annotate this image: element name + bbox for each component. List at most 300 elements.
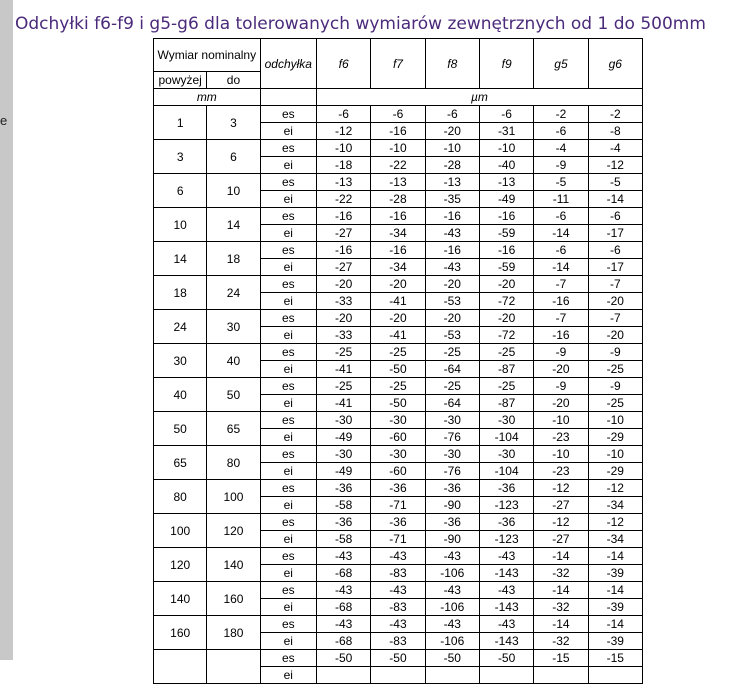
- ei-value-cell: -64: [425, 395, 479, 412]
- es-value-cell: -14: [534, 582, 588, 599]
- ei-value-cell: -17: [588, 259, 642, 276]
- es-value-cell: -43: [371, 548, 425, 565]
- ei-value-cell: -83: [371, 633, 425, 650]
- size-above-cell: 18: [154, 276, 207, 310]
- deviation-label-es: es: [260, 310, 316, 327]
- ei-value-cell: -53: [425, 293, 479, 310]
- es-value-cell: -36: [425, 514, 479, 531]
- es-value-cell: -43: [425, 548, 479, 565]
- left-sidebar-strip: [0, 0, 13, 660]
- ei-value-cell: -58: [316, 497, 370, 514]
- table-row: [154, 344, 643, 361]
- es-value-cell: -13: [425, 174, 479, 191]
- ei-value-cell: -83: [371, 599, 425, 616]
- es-value-cell: -43: [479, 548, 533, 565]
- table-row: [154, 446, 643, 463]
- es-value-cell: -50: [316, 650, 370, 667]
- es-value-cell: -13: [371, 174, 425, 191]
- ei-value-cell: -71: [371, 531, 425, 548]
- tolerance-table-container: [153, 38, 643, 684]
- tolerance-header-g5: g5: [534, 39, 588, 89]
- es-value-cell: -6: [316, 106, 370, 123]
- es-value-cell: -25: [371, 344, 425, 361]
- deviation-label-es: es: [260, 582, 316, 599]
- size-upto-cell: [207, 650, 260, 684]
- ei-value-cell: -28: [425, 157, 479, 174]
- size-upto-cell: 30: [207, 310, 260, 344]
- tolerance-header-f8: f8: [425, 39, 479, 89]
- ei-value-cell: -41: [316, 361, 370, 378]
- es-value-cell: -6: [371, 106, 425, 123]
- deviation-label-es: es: [260, 446, 316, 463]
- deviation-label-es: es: [260, 174, 316, 191]
- size-upto-cell: 40: [207, 344, 260, 378]
- size-upto-cell: 180: [207, 616, 260, 650]
- ei-value-cell: -43: [425, 225, 479, 242]
- ei-value-cell: -87: [479, 361, 533, 378]
- ei-value-cell: -29: [588, 463, 642, 480]
- ei-value-cell: -33: [316, 293, 370, 310]
- ei-value-cell: -68: [316, 565, 370, 582]
- es-value-cell: -7: [534, 276, 588, 293]
- table-row: [154, 106, 643, 123]
- es-value-cell: -10: [371, 140, 425, 157]
- size-upto-cell: 10: [207, 174, 260, 208]
- ei-value-cell: -39: [588, 565, 642, 582]
- es-value-cell: -20: [479, 276, 533, 293]
- es-value-cell: -43: [316, 616, 370, 633]
- tolerance-table-body: [154, 106, 643, 684]
- deviation-label-ei: ei: [260, 361, 316, 378]
- es-value-cell: -14: [588, 616, 642, 633]
- es-value-cell: -30: [316, 412, 370, 429]
- ei-value-cell: -29: [588, 429, 642, 446]
- ei-value-cell: -60: [371, 463, 425, 480]
- ei-value-cell: -20: [588, 293, 642, 310]
- es-value-cell: -25: [479, 344, 533, 361]
- es-value-cell: -10: [479, 140, 533, 157]
- ei-value-cell: -27: [534, 531, 588, 548]
- ei-value-cell: -49: [316, 429, 370, 446]
- es-value-cell: -20: [316, 310, 370, 327]
- es-value-cell: -2: [588, 106, 642, 123]
- ei-value-cell: -106: [425, 565, 479, 582]
- ei-value-cell: -9: [534, 157, 588, 174]
- es-value-cell: -43: [316, 548, 370, 565]
- ei-value-cell: -31: [479, 123, 533, 140]
- es-value-cell: -10: [425, 140, 479, 157]
- size-above-cell: 65: [154, 446, 207, 480]
- ei-value-cell: -41: [371, 327, 425, 344]
- es-value-cell: -9: [534, 378, 588, 395]
- ei-value-cell: -34: [371, 259, 425, 276]
- size-above-cell: 80: [154, 480, 207, 514]
- es-value-cell: -20: [479, 310, 533, 327]
- deviation-unit-header: µm: [316, 89, 642, 106]
- page-title: Odchyłki f6-f9 i g5-g6 dla tolerowanych wymiarów zewnętrznych od 1 do 500mm: [15, 14, 706, 34]
- deviation-label-ei: ei: [260, 599, 316, 616]
- es-value-cell: -4: [588, 140, 642, 157]
- size-above-cell: 10: [154, 208, 207, 242]
- es-value-cell: -13: [479, 174, 533, 191]
- es-value-cell: -14: [588, 548, 642, 565]
- deviation-label-ei: ei: [260, 157, 316, 174]
- es-value-cell: -14: [534, 616, 588, 633]
- deviation-label-es: es: [260, 140, 316, 157]
- deviation-label-ei: ei: [260, 293, 316, 310]
- es-value-cell: -25: [316, 378, 370, 395]
- ei-value-cell: -50: [371, 361, 425, 378]
- size-upto-cell: 160: [207, 582, 260, 616]
- es-value-cell: -7: [534, 310, 588, 327]
- es-value-cell: -36: [479, 480, 533, 497]
- es-value-cell: -20: [425, 310, 479, 327]
- es-value-cell: -13: [316, 174, 370, 191]
- ei-value-cell: -58: [316, 531, 370, 548]
- ei-value-cell: -41: [316, 395, 370, 412]
- ei-value-cell: -68: [316, 599, 370, 616]
- ei-value-cell: -68: [316, 633, 370, 650]
- ei-value-cell: -23: [534, 429, 588, 446]
- es-value-cell: -6: [479, 106, 533, 123]
- deviation-label-ei: ei: [260, 191, 316, 208]
- ei-value-cell: -33: [316, 327, 370, 344]
- deviation-label-ei: ei: [260, 123, 316, 140]
- deviation-label-es: es: [260, 344, 316, 361]
- tolerance-header-f6: f6: [316, 39, 370, 89]
- size-upto-cell: 18: [207, 242, 260, 276]
- ei-value-cell: -59: [479, 259, 533, 276]
- ei-value-cell: -25: [588, 361, 642, 378]
- es-value-cell: -50: [479, 650, 533, 667]
- deviation-header: odchyłka: [260, 39, 316, 89]
- es-value-cell: -16: [371, 208, 425, 225]
- es-value-cell: -16: [425, 242, 479, 259]
- es-value-cell: -20: [371, 276, 425, 293]
- tolerance-table: [153, 38, 643, 684]
- es-value-cell: -5: [534, 174, 588, 191]
- size-above-cell: 14: [154, 242, 207, 276]
- es-value-cell: -2: [534, 106, 588, 123]
- deviation-label-ei: ei: [260, 225, 316, 242]
- deviation-label-es: es: [260, 106, 316, 123]
- es-value-cell: -10: [588, 412, 642, 429]
- ei-value-cell: -16: [371, 123, 425, 140]
- size-above-cell: 3: [154, 140, 207, 174]
- size-upto-cell: 24: [207, 276, 260, 310]
- ei-value-cell: -17: [588, 225, 642, 242]
- es-value-cell: -16: [425, 208, 479, 225]
- ei-value-cell: -27: [316, 259, 370, 276]
- ei-value-cell: -18: [316, 157, 370, 174]
- size-above-cell: 140: [154, 582, 207, 616]
- size-above-cell: 100: [154, 514, 207, 548]
- size-upto-cell: 65: [207, 412, 260, 446]
- table-row: [154, 310, 643, 327]
- size-upto-cell: 80: [207, 446, 260, 480]
- es-value-cell: -30: [425, 412, 479, 429]
- ei-value-cell: -143: [479, 633, 533, 650]
- deviation-label-ei: ei: [260, 429, 316, 446]
- deviation-label-ei: ei: [260, 463, 316, 480]
- ei-value-cell: -143: [479, 599, 533, 616]
- size-upto-cell: 100: [207, 480, 260, 514]
- ei-value-cell: -49: [316, 463, 370, 480]
- es-value-cell: -20: [425, 276, 479, 293]
- ei-value-cell: -40: [479, 157, 533, 174]
- ei-value-cell: -20: [588, 327, 642, 344]
- ei-value-cell: -39: [588, 633, 642, 650]
- deviation-label-es: es: [260, 650, 316, 667]
- deviation-label-ei: ei: [260, 497, 316, 514]
- ei-value-cell: -35: [425, 191, 479, 208]
- size-above-cell: 24: [154, 310, 207, 344]
- ei-value-cell: -49: [479, 191, 533, 208]
- size-unit-header: mm: [154, 89, 261, 106]
- ei-value-cell: -6: [534, 123, 588, 140]
- deviation-label-es: es: [260, 276, 316, 293]
- deviation-label-es: es: [260, 514, 316, 531]
- ei-value-cell: -87: [479, 395, 533, 412]
- ei-value-cell: -20: [534, 395, 588, 412]
- ei-value-cell: -60: [371, 429, 425, 446]
- deviation-label-ei: ei: [260, 565, 316, 582]
- es-value-cell: -43: [479, 582, 533, 599]
- ei-value-cell: -34: [588, 531, 642, 548]
- ei-value-cell: -72: [479, 293, 533, 310]
- upto-header: do: [207, 72, 260, 89]
- es-value-cell: -36: [425, 480, 479, 497]
- es-value-cell: -43: [316, 582, 370, 599]
- deviation-label-ei: ei: [260, 327, 316, 344]
- ei-value-cell: -41: [371, 293, 425, 310]
- es-value-cell: -25: [479, 378, 533, 395]
- size-above-cell: 30: [154, 344, 207, 378]
- table-row: [154, 412, 643, 429]
- ei-value-cell: -34: [371, 225, 425, 242]
- table-row: [154, 174, 643, 191]
- size-upto-cell: 3: [207, 106, 260, 140]
- es-value-cell: -16: [479, 242, 533, 259]
- ei-value-cell: -16: [534, 293, 588, 310]
- es-value-cell: -25: [316, 344, 370, 361]
- es-value-cell: -12: [534, 480, 588, 497]
- size-upto-cell: 6: [207, 140, 260, 174]
- size-above-cell: 160: [154, 616, 207, 650]
- ei-value-cell: -123: [479, 531, 533, 548]
- ei-value-cell: -104: [479, 463, 533, 480]
- ei-value-cell: -28: [371, 191, 425, 208]
- size-upto-cell: 140: [207, 548, 260, 582]
- size-upto-cell: 50: [207, 378, 260, 412]
- es-value-cell: -14: [588, 582, 642, 599]
- ei-value-cell: -25: [588, 395, 642, 412]
- ei-value-cell: -32: [534, 599, 588, 616]
- size-above-cell: 1: [154, 106, 207, 140]
- nominal-size-header: Wymiar nominalny: [154, 39, 261, 72]
- es-value-cell: -5: [588, 174, 642, 191]
- deviation-label-es: es: [260, 378, 316, 395]
- size-above-cell: 40: [154, 378, 207, 412]
- left-fragment-text: e: [0, 113, 8, 128]
- es-value-cell: -43: [425, 616, 479, 633]
- tolerance-header-f7: f7: [371, 39, 425, 89]
- ei-value-cell: -8: [588, 123, 642, 140]
- ei-value-cell: -76: [425, 463, 479, 480]
- es-value-cell: -30: [479, 412, 533, 429]
- es-value-cell: -25: [425, 344, 479, 361]
- es-value-cell: -20: [371, 310, 425, 327]
- deviation-label-ei: ei: [260, 633, 316, 650]
- ei-value-cell: -72: [479, 327, 533, 344]
- es-value-cell: -16: [316, 208, 370, 225]
- deviation-label-es: es: [260, 242, 316, 259]
- ei-value-cell: -27: [316, 225, 370, 242]
- es-value-cell: -30: [316, 446, 370, 463]
- ei-value-cell: -23: [534, 463, 588, 480]
- table-row: [154, 514, 643, 531]
- table-row: [154, 242, 643, 259]
- size-above-cell: 120: [154, 548, 207, 582]
- ei-value-cell: -12: [588, 157, 642, 174]
- es-value-cell: -6: [588, 242, 642, 259]
- es-value-cell: -6: [588, 208, 642, 225]
- ei-value-cell: -22: [316, 191, 370, 208]
- ei-value-cell: [534, 667, 588, 684]
- es-value-cell: -50: [425, 650, 479, 667]
- ei-value-cell: -104: [479, 429, 533, 446]
- es-value-cell: -12: [534, 514, 588, 531]
- ei-value-cell: -71: [371, 497, 425, 514]
- es-value-cell: -6: [534, 208, 588, 225]
- size-upto-cell: 14: [207, 208, 260, 242]
- ei-value-cell: [479, 667, 533, 684]
- deviation-label-ei: ei: [260, 667, 316, 684]
- ei-value-cell: -20: [534, 361, 588, 378]
- es-value-cell: -16: [316, 242, 370, 259]
- es-value-cell: -12: [588, 514, 642, 531]
- es-value-cell: -36: [371, 480, 425, 497]
- deviation-label-ei: ei: [260, 395, 316, 412]
- tolerance-header-f9: f9: [479, 39, 533, 89]
- deviation-label-es: es: [260, 548, 316, 565]
- es-value-cell: -9: [588, 344, 642, 361]
- es-value-cell: -4: [534, 140, 588, 157]
- ei-value-cell: -34: [588, 497, 642, 514]
- es-value-cell: -10: [316, 140, 370, 157]
- es-value-cell: -10: [588, 446, 642, 463]
- ei-value-cell: -59: [479, 225, 533, 242]
- above-header: powyżej: [154, 72, 207, 89]
- es-value-cell: -20: [316, 276, 370, 293]
- table-row: [154, 650, 643, 667]
- ei-value-cell: -27: [534, 497, 588, 514]
- es-value-cell: -9: [534, 344, 588, 361]
- es-value-cell: -7: [588, 276, 642, 293]
- es-value-cell: -30: [371, 412, 425, 429]
- ei-value-cell: -106: [425, 599, 479, 616]
- ei-value-cell: -106: [425, 633, 479, 650]
- deviation-label-es: es: [260, 412, 316, 429]
- es-value-cell: -50: [371, 650, 425, 667]
- table-row: [154, 140, 643, 157]
- es-value-cell: -43: [371, 616, 425, 633]
- size-above-cell: [154, 650, 207, 684]
- ei-value-cell: -76: [425, 429, 479, 446]
- table-row: [154, 378, 643, 395]
- deviation-unit-spacer: [260, 89, 316, 106]
- es-value-cell: -15: [588, 650, 642, 667]
- es-value-cell: -16: [479, 208, 533, 225]
- deviation-label-es: es: [260, 480, 316, 497]
- es-value-cell: -12: [588, 480, 642, 497]
- ei-value-cell: -14: [534, 225, 588, 242]
- ei-value-cell: -11: [534, 191, 588, 208]
- es-value-cell: -30: [479, 446, 533, 463]
- es-value-cell: -14: [534, 548, 588, 565]
- es-value-cell: -15: [534, 650, 588, 667]
- ei-value-cell: -22: [371, 157, 425, 174]
- es-value-cell: -6: [534, 242, 588, 259]
- ei-value-cell: [316, 667, 370, 684]
- ei-value-cell: -14: [534, 259, 588, 276]
- ei-value-cell: -50: [371, 395, 425, 412]
- ei-value-cell: -16: [534, 327, 588, 344]
- es-value-cell: -10: [534, 446, 588, 463]
- ei-value-cell: -123: [479, 497, 533, 514]
- ei-value-cell: -53: [425, 327, 479, 344]
- ei-value-cell: -43: [425, 259, 479, 276]
- es-value-cell: -25: [371, 378, 425, 395]
- ei-value-cell: [371, 667, 425, 684]
- es-value-cell: -36: [371, 514, 425, 531]
- ei-value-cell: -39: [588, 599, 642, 616]
- es-value-cell: -30: [371, 446, 425, 463]
- deviation-label-ei: ei: [260, 259, 316, 276]
- ei-value-cell: -32: [534, 565, 588, 582]
- table-row: [154, 616, 643, 633]
- es-value-cell: -25: [425, 378, 479, 395]
- deviation-label-ei: ei: [260, 531, 316, 548]
- es-value-cell: -9: [588, 378, 642, 395]
- es-value-cell: -36: [316, 480, 370, 497]
- es-value-cell: -16: [371, 242, 425, 259]
- ei-value-cell: -143: [479, 565, 533, 582]
- ei-value-cell: -20: [425, 123, 479, 140]
- ei-value-cell: -14: [588, 191, 642, 208]
- ei-value-cell: -64: [425, 361, 479, 378]
- deviation-label-es: es: [260, 616, 316, 633]
- ei-value-cell: -12: [316, 123, 370, 140]
- es-value-cell: -6: [425, 106, 479, 123]
- es-value-cell: -30: [425, 446, 479, 463]
- es-value-cell: -43: [425, 582, 479, 599]
- table-row: [154, 276, 643, 293]
- table-row: [154, 582, 643, 599]
- table-row: [154, 208, 643, 225]
- size-above-cell: 6: [154, 174, 207, 208]
- es-value-cell: -43: [479, 616, 533, 633]
- size-above-cell: 50: [154, 412, 207, 446]
- size-upto-cell: 120: [207, 514, 260, 548]
- table-row: [154, 548, 643, 565]
- es-value-cell: -36: [316, 514, 370, 531]
- table-row: [154, 480, 643, 497]
- deviation-label-es: es: [260, 208, 316, 225]
- ei-value-cell: -90: [425, 531, 479, 548]
- ei-value-cell: -32: [534, 633, 588, 650]
- ei-value-cell: -83: [371, 565, 425, 582]
